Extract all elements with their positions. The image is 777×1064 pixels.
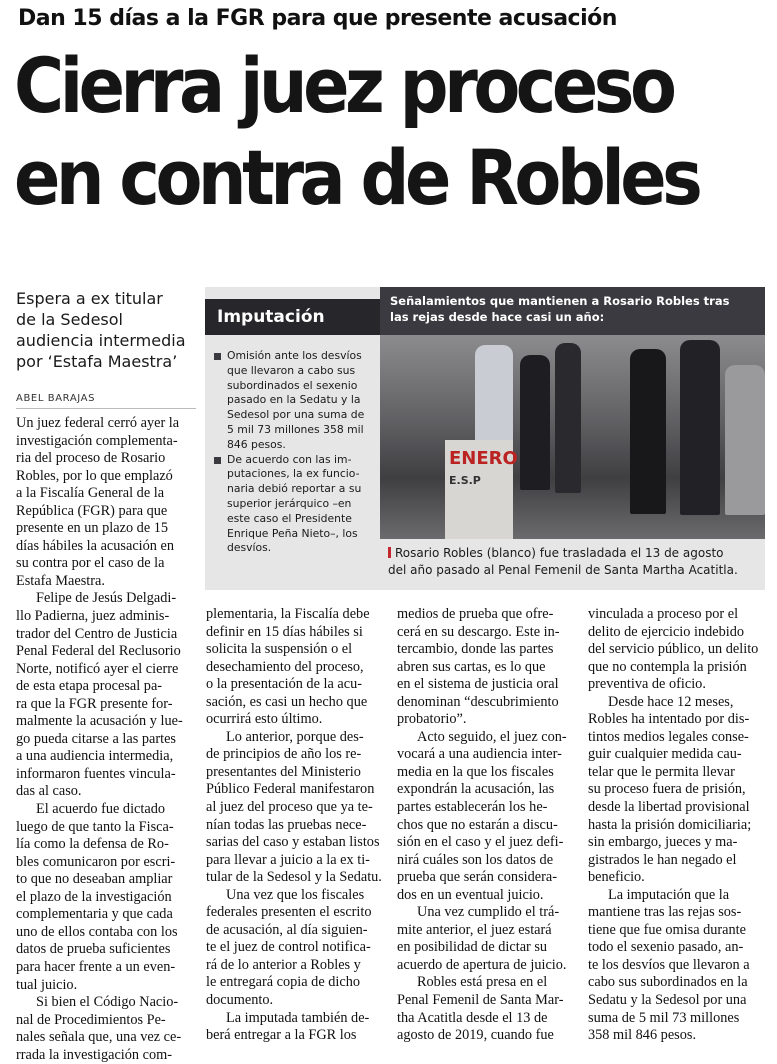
article-line: tha Acatitla desde el 13 de	[397, 1009, 548, 1026]
article-line: Acto seguido, el juez con-	[417, 728, 567, 745]
article-line: días hábiles la acusación en	[16, 537, 174, 554]
article-line: dos en un eventual juicio.	[397, 886, 544, 903]
article-line: suma de 5 mil 73 millones	[588, 1009, 740, 1026]
headline-line-2: en contra de Robles	[14, 133, 699, 222]
article-line: en posibilidad de dictar su	[397, 939, 548, 956]
article-line: tiene que fue omisa durante	[588, 921, 746, 938]
infobox-header-line: las rejas desde hace casi un año:	[390, 310, 605, 324]
article-line: presente en un plazo de 15	[16, 520, 169, 537]
infobox-header-line: Señalamientos que mantienen a Rosario Robles tras	[390, 294, 730, 308]
article-line: tintos medios legales conse-	[588, 728, 749, 745]
square-bullet-icon	[214, 353, 221, 360]
article-line: ocurrirá esto último.	[206, 711, 323, 728]
article-line: La imputación que la	[608, 886, 730, 903]
photo-figure	[680, 340, 720, 515]
article-line: Un juez federal cerró ayer la	[16, 415, 180, 431]
article-line: cerá en su descargo. Este in-	[397, 623, 560, 640]
article-line: nirá cuáles son los datos de	[397, 851, 554, 868]
article-line: documento.	[206, 992, 274, 1009]
article-line: de principios de año los re-	[206, 746, 362, 763]
article-line: Penal Federal del Reclusorio	[16, 643, 181, 660]
article-line: probatorio”.	[397, 711, 467, 728]
article-line: Una vez cumplido el trá-	[417, 904, 560, 921]
photo-sign-line: ENERO	[449, 448, 518, 469]
article-line: tual juicio.	[16, 976, 78, 993]
photo-caption	[388, 545, 758, 579]
article-line: sin embargo, jueces y ma-	[588, 834, 738, 851]
square-bullet-icon	[214, 457, 221, 464]
article-line: para llevar a juicio a la ex ti-	[206, 851, 370, 868]
article-line: lía como la defensa de Ro-	[16, 836, 169, 853]
article-line: denominan “descubrimiento	[397, 693, 559, 710]
article-line: su proceso fuera de prisión,	[588, 781, 746, 798]
infobox-item	[213, 349, 373, 453]
article-line: uno de ellos contaba con los	[16, 923, 178, 940]
article-line: tular de la Sedesol y la Sedatu.	[206, 869, 382, 886]
article-line: malmente la acusación y lue-	[16, 713, 183, 730]
infobox-item-line: superior jerárquico –en	[227, 496, 352, 510]
article-line: te el juez de control notifica-	[206, 939, 371, 956]
article-line: Público Federal manifestaron	[206, 781, 375, 798]
article-line: desechamiento del proceso,	[206, 658, 364, 675]
caption-marker-icon	[388, 547, 391, 558]
article-line: todo el sexenio pasado, an-	[588, 939, 744, 956]
article-line: datos de prueba suficientes	[16, 941, 171, 958]
article-line: Norte, notificó ayer el cierre	[16, 660, 179, 677]
article-line: nal de Procedimientos Pe-	[16, 1011, 166, 1028]
infobox-item	[213, 453, 373, 557]
article-line: solicita la suspensión o el	[206, 641, 353, 658]
article-line: hasta la prisión domiciliaria;	[588, 816, 752, 833]
deck-line: audiencia intermedia	[16, 331, 186, 350]
article-line: sación, es casi un hecho que	[206, 693, 368, 710]
article-line: sión en el caso y el juez defi-	[397, 834, 564, 851]
photo-figure	[555, 343, 581, 493]
article-line: Robles ha intentado por dis-	[588, 711, 750, 728]
article-column-4	[588, 606, 764, 1045]
news-photo	[380, 335, 765, 539]
byline-divider	[16, 408, 196, 409]
article-line: agosto de 2019, cuando fue	[397, 1027, 554, 1044]
infobox-item-line: naria debió reportar a su	[227, 482, 362, 496]
article-line: o la presentación de la acu-	[206, 676, 362, 693]
article-line: de acusación, al día siguien-	[206, 921, 368, 938]
article-line: le entregará copia de dicho	[206, 974, 361, 991]
infobox-item-line: Enrique Peña Nieto–, los	[227, 526, 358, 540]
article-line: acuerdo de apertura de juicio.	[397, 956, 567, 973]
infobox-tab: Imputación	[205, 299, 380, 335]
article-line: presentantes del Ministerio	[206, 763, 361, 780]
article-line: berá entregar a la FGR los	[206, 1027, 357, 1044]
article-line: complementaria y que cada	[16, 906, 173, 923]
article-column-2	[206, 606, 382, 1045]
photo-sign	[445, 440, 518, 539]
article-line: 358 mil 846 pesos.	[588, 1027, 697, 1044]
infobox-list	[213, 349, 373, 556]
article-line: llo Padierna, juez adminis-	[16, 608, 170, 625]
article-line: plementaria, la Fiscalía debe	[206, 606, 370, 622]
article-line: Felipe de Jesús Delgadi-	[36, 590, 177, 607]
deck-line: de la Sedesol	[16, 310, 123, 329]
headline	[14, 40, 699, 224]
article-line: expondrán la acusación, las	[397, 781, 555, 798]
deck-line: Espera a ex titular	[16, 289, 163, 308]
article-line: abren sus cartas, es lo que	[397, 658, 546, 675]
article-line: mantiene tras las rejas sos-	[588, 904, 742, 921]
infobox-item-line: desvíos.	[227, 541, 272, 555]
article-line: to que no deseaban ampliar	[16, 871, 173, 888]
article-line: partes establecerán los he-	[397, 799, 548, 816]
article-line: Desde hace 12 meses,	[608, 693, 734, 710]
article-line: federales presenten el escrito	[206, 904, 372, 921]
photo-sign-line: E.S.P	[449, 474, 481, 487]
article-line: de esta etapa procesal pa-	[16, 678, 163, 695]
article-line: a una audiencia intermedia,	[16, 748, 174, 765]
article-line: delito de ejercicio indebido	[588, 623, 745, 640]
infobox-item-line: Sedesol por una suma de	[227, 408, 365, 422]
article-line: a la Fiscalía General de la	[16, 485, 165, 502]
article-line: rrada la investigación com-	[16, 1046, 173, 1063]
article-line: chos que no estarán a discu-	[397, 816, 558, 833]
article-line: del servicio público, un delito	[588, 641, 759, 658]
article-line: ra que la FGR presente for-	[16, 695, 173, 712]
caption-line: del año pasado al Penal Femenil de Santa Martha Acatitla.	[388, 563, 738, 577]
article-line: desde la libertad provisional	[588, 799, 750, 816]
article-line: al juez del proceso que ya te-	[206, 799, 373, 816]
infobox-item-line: pasado en la Sedatu y la	[227, 393, 361, 407]
article-line: Lo anterior, porque des-	[226, 728, 364, 745]
article-line: el plazo de la investigación	[16, 888, 172, 905]
infobox-item-line: subordinados el sexenio	[227, 378, 358, 392]
article-line: definir en 15 días hábiles si	[206, 623, 363, 640]
article-line: prueba que serán considera-	[397, 869, 557, 886]
article-line: El acuerdo fue dictado	[36, 801, 166, 818]
deck	[16, 288, 196, 372]
article-line: te los desvíos que llevaron a	[588, 956, 750, 973]
article-line: en el sistema de justicia oral	[397, 676, 559, 693]
infobox-header	[380, 287, 765, 335]
article-line: investigación complementa-	[16, 432, 178, 449]
article-line: media en la que los fiscales	[397, 763, 554, 780]
article-line: gistrados le han negado el	[588, 851, 737, 868]
infobox-item-line: De acuerdo con las im-	[227, 452, 352, 466]
article-line: beneficio.	[588, 869, 645, 886]
article-line: telar que le permita llevar	[588, 763, 735, 780]
caption-line	[388, 545, 758, 562]
imputacion-infobox	[205, 287, 765, 590]
infobox-item-line: putaciones, la ex funcio-	[227, 467, 360, 481]
article-line: cabo sus subordinados en la	[588, 974, 748, 991]
article-column-3	[397, 606, 573, 1045]
article-line: preventiva de oficio.	[588, 676, 706, 693]
article-line: rá de lo anterior a Robles y	[206, 956, 361, 973]
article-line: trador del Centro de Justicia	[16, 625, 178, 642]
photo-figure	[520, 355, 550, 490]
article-line: vocará a una audiencia inter-	[397, 746, 562, 763]
article-line: para hacer frente a un even-	[16, 958, 176, 975]
article-line: La imputada también de-	[226, 1009, 370, 1026]
article-line: ria del proceso de Rosario	[16, 450, 166, 467]
article-line: sarias del caso y estaban listos	[206, 834, 380, 851]
photo-figure	[630, 349, 666, 514]
article-line: go pueda citarse a las partes	[16, 730, 176, 747]
article-line: Estafa Maestra.	[16, 572, 105, 589]
deck-line: por ‘Estafa Maestra’	[16, 352, 178, 371]
article-line: Penal Femenil de Santa Mar-	[397, 992, 564, 1009]
photo-figure	[725, 365, 765, 515]
article-line: guir cualquier medida cau-	[588, 746, 742, 763]
article-line: luego de que tanto la Fisca-	[16, 818, 174, 835]
caption-text: Rosario Robles (blanco) fue trasladada el 13 de agosto	[395, 546, 724, 560]
byline: ABEL BARAJAS	[16, 393, 96, 404]
article-line: Robles está presa en el	[417, 974, 548, 991]
article-column-1	[16, 415, 194, 1064]
article-line: República (FGR) para que	[16, 502, 168, 519]
article-line: tercambio, donde las partes	[397, 641, 554, 658]
article-line: mite anterior, el juez estará	[397, 921, 552, 938]
article-line: bles comunicaron por escri-	[16, 853, 176, 870]
article-line: su contra por el caso de la	[16, 555, 165, 572]
infobox-item-line: Omisión ante los desvíos	[227, 349, 362, 362]
article-line: vinculada a proceso por el	[588, 606, 739, 622]
article-line: que no contempla la prisión	[588, 658, 747, 675]
infobox-item-line: que llevaron a cabo sus	[227, 363, 356, 377]
article-line: Sedatu y la Sedesol por una	[588, 992, 747, 1009]
article-line: Si bien el Código Nacio-	[36, 994, 179, 1011]
article-line: das al caso.	[16, 783, 82, 800]
headline-line-1: Cierra juez proceso	[14, 41, 673, 130]
article-line: nales señala que, una vez ce-	[16, 1029, 182, 1046]
infobox-item-line: este caso el Presidente	[227, 511, 352, 525]
article-line: medios de prueba que ofre-	[397, 606, 554, 622]
infobox-item-line: 846 pesos.	[227, 437, 286, 451]
article-line: informaron fuentes vincula-	[16, 765, 176, 782]
infobox-item-line: 5 mil 73 millones 358 mil	[227, 422, 364, 436]
article-line: nían todas las pruebas nece-	[206, 816, 367, 833]
article-line: Robles, por lo que emplazó	[16, 467, 173, 484]
kicker: Dan 15 días a la FGR para que presente acusación	[18, 6, 617, 31]
article-line: Una vez que los fiscales	[226, 886, 365, 903]
